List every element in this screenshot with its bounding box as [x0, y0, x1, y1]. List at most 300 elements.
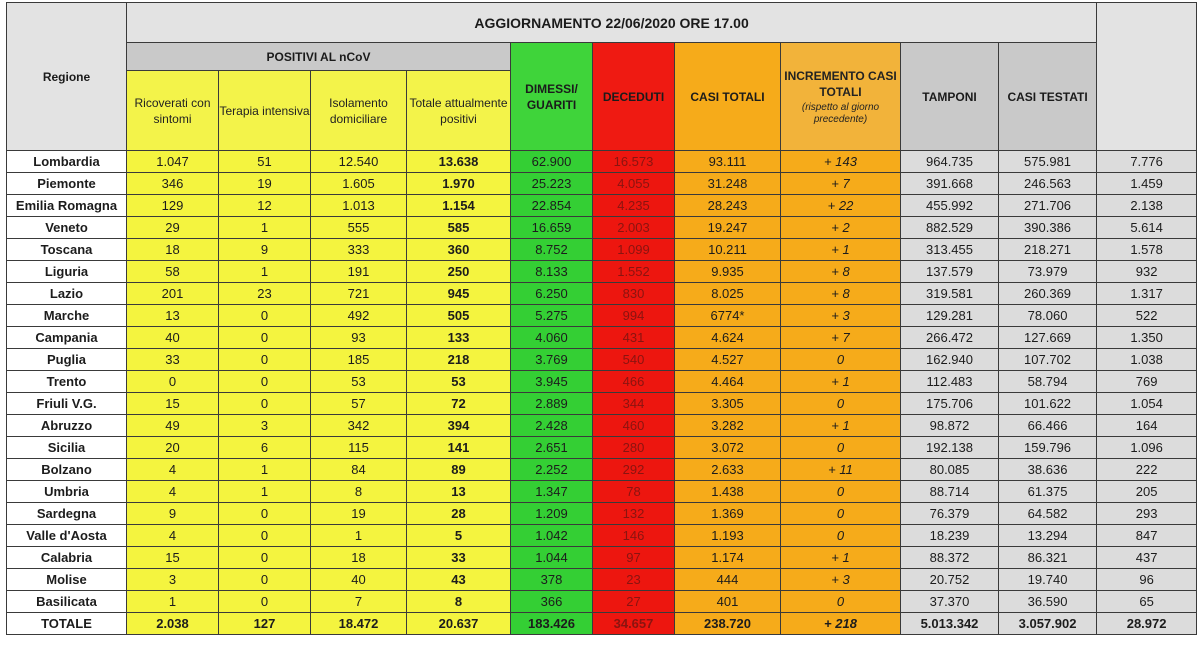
isolamento-value: 1.605: [311, 173, 407, 195]
region-name: Liguria: [7, 261, 127, 283]
casi-testati-value: 390.386: [999, 217, 1097, 239]
incremento-tamponi-value: 847: [1097, 525, 1197, 547]
table-row: [7, 591, 1197, 613]
incremento-value: + 1: [781, 239, 901, 261]
totale-positivi-value: 72: [407, 393, 511, 415]
table-body: [7, 151, 1197, 635]
totale-positivi-value: 89: [407, 459, 511, 481]
ricoverati-value: 201: [127, 283, 219, 305]
total-totale-positivi-value: 20.637: [407, 613, 511, 635]
incremento-tamponi-value: 293: [1097, 503, 1197, 525]
totale-positivi-value: 945: [407, 283, 511, 305]
incremento-tamponi-value: 65: [1097, 591, 1197, 613]
table-row: [7, 217, 1197, 239]
incremento-value: + 1: [781, 371, 901, 393]
dimessi-value: 366: [511, 591, 593, 613]
casi-totali-value: 2.633: [675, 459, 781, 481]
table-row: [7, 481, 1197, 503]
isolamento-value: 1.013: [311, 195, 407, 217]
ricoverati-value: 1.047: [127, 151, 219, 173]
terapia-value: 1: [219, 261, 311, 283]
terapia-value: 0: [219, 503, 311, 525]
incremento-tamponi-value: 1.096: [1097, 437, 1197, 459]
deceduti-value: 466: [593, 371, 675, 393]
totale-positivi-value: 33: [407, 547, 511, 569]
table-row: [7, 283, 1197, 305]
casi-totali-value: 31.248: [675, 173, 781, 195]
dimessi-value: 3.945: [511, 371, 593, 393]
incremento-tamponi-value: 96: [1097, 569, 1197, 591]
table-row: [7, 415, 1197, 437]
table-row: [7, 569, 1197, 591]
deceduti-value: 460: [593, 415, 675, 437]
table-row: [7, 305, 1197, 327]
header-incremento-label: INCREMENTO CASI TOTALI: [784, 68, 897, 99]
isolamento-value: 8: [311, 481, 407, 503]
region-name: Campania: [7, 327, 127, 349]
terapia-value: 3: [219, 415, 311, 437]
deceduti-value: 994: [593, 305, 675, 327]
casi-totali-value: 1.438: [675, 481, 781, 503]
incremento-tamponi-value: 522: [1097, 305, 1197, 327]
header-ricoverati: Ricoverati con sintomi: [127, 71, 219, 151]
terapia-value: 0: [219, 371, 311, 393]
casi-totali-value: 3.305: [675, 393, 781, 415]
dimessi-value: 8.133: [511, 261, 593, 283]
incremento-value: 0: [781, 393, 901, 415]
region-name: Basilicata: [7, 591, 127, 613]
casi-testati-value: 218.271: [999, 239, 1097, 261]
total-casi-testati-value: 3.057.902: [999, 613, 1097, 635]
deceduti-value: 97: [593, 547, 675, 569]
deceduti-value: 830: [593, 283, 675, 305]
tamponi-value: 266.472: [901, 327, 999, 349]
incremento-tamponi-value: 932: [1097, 261, 1197, 283]
incremento-tamponi-value: 7.776: [1097, 151, 1197, 173]
table-row: [7, 393, 1197, 415]
casi-totali-value: 401: [675, 591, 781, 613]
region-name: Bolzano: [7, 459, 127, 481]
table-row: [7, 525, 1197, 547]
region-name: Toscana: [7, 239, 127, 261]
incremento-tamponi-value: 222: [1097, 459, 1197, 481]
region-name: Friuli V.G.: [7, 393, 127, 415]
totale-positivi-value: 8: [407, 591, 511, 613]
tamponi-value: 88.714: [901, 481, 999, 503]
dimessi-value: 378: [511, 569, 593, 591]
total-ricoverati-value: 2.038: [127, 613, 219, 635]
dimessi-value: 4.060: [511, 327, 593, 349]
incremento-value: + 11: [781, 459, 901, 481]
table-row: [7, 437, 1197, 459]
deceduti-value: 4.235: [593, 195, 675, 217]
casi-testati-value: 260.369: [999, 283, 1097, 305]
ricoverati-value: 4: [127, 481, 219, 503]
ricoverati-value: 15: [127, 393, 219, 415]
isolamento-value: 333: [311, 239, 407, 261]
dimessi-value: 1.042: [511, 525, 593, 547]
isolamento-value: 12.540: [311, 151, 407, 173]
incremento-value: 0: [781, 591, 901, 613]
tamponi-value: 80.085: [901, 459, 999, 481]
casi-totali-value: 6774*: [675, 305, 781, 327]
total-deceduti-value: 34.657: [593, 613, 675, 635]
table-row: [7, 503, 1197, 525]
casi-testati-value: 38.636: [999, 459, 1097, 481]
header-regione: Regione: [7, 3, 127, 151]
isolamento-value: 115: [311, 437, 407, 459]
terapia-value: 0: [219, 305, 311, 327]
incremento-value: + 143: [781, 151, 901, 173]
tamponi-value: 18.239: [901, 525, 999, 547]
deceduti-value: 78: [593, 481, 675, 503]
casi-testati-value: 575.981: [999, 151, 1097, 173]
incremento-value: 0: [781, 503, 901, 525]
table-row: [7, 151, 1197, 173]
deceduti-value: 1.099: [593, 239, 675, 261]
region-name: Lazio: [7, 283, 127, 305]
isolamento-value: 555: [311, 217, 407, 239]
region-name: Valle d'Aosta: [7, 525, 127, 547]
tamponi-value: 76.379: [901, 503, 999, 525]
header-terapia: Terapia intensiva: [219, 71, 311, 151]
tamponi-value: 129.281: [901, 305, 999, 327]
header-deceduti: DECEDUTI: [593, 43, 675, 151]
incremento-value: + 8: [781, 261, 901, 283]
table-row: [7, 459, 1197, 481]
totale-positivi-value: 1.154: [407, 195, 511, 217]
deceduti-value: 344: [593, 393, 675, 415]
totale-positivi-value: 360: [407, 239, 511, 261]
region-name: Molise: [7, 569, 127, 591]
casi-testati-value: 58.794: [999, 371, 1097, 393]
casi-testati-value: 159.796: [999, 437, 1097, 459]
ricoverati-value: 129: [127, 195, 219, 217]
totale-positivi-value: 141: [407, 437, 511, 459]
header-totale-positivi: Totale attualmente positivi: [407, 71, 511, 151]
dimessi-value: 2.889: [511, 393, 593, 415]
casi-totali-value: 4.624: [675, 327, 781, 349]
incremento-value: 0: [781, 437, 901, 459]
isolamento-value: 342: [311, 415, 407, 437]
header-incremento-note: (rispetto al giorno precedente): [801, 101, 880, 125]
casi-totali-value: 444: [675, 569, 781, 591]
incremento-value: + 22: [781, 195, 901, 217]
dimessi-value: 16.659: [511, 217, 593, 239]
dimessi-value: 2.651: [511, 437, 593, 459]
total-casi-totali-value: 238.720: [675, 613, 781, 635]
total-incremento-tamponi-value: 28.972: [1097, 613, 1197, 635]
terapia-value: 12: [219, 195, 311, 217]
casi-totali-value: 10.211: [675, 239, 781, 261]
tamponi-value: 882.529: [901, 217, 999, 239]
ricoverati-value: 18: [127, 239, 219, 261]
terapia-value: 0: [219, 349, 311, 371]
incremento-value: + 7: [781, 173, 901, 195]
dimessi-value: 62.900: [511, 151, 593, 173]
deceduti-value: 4.055: [593, 173, 675, 195]
tamponi-value: 319.581: [901, 283, 999, 305]
terapia-value: 51: [219, 151, 311, 173]
isolamento-value: 7: [311, 591, 407, 613]
deceduti-value: 292: [593, 459, 675, 481]
tamponi-value: 112.483: [901, 371, 999, 393]
isolamento-value: 191: [311, 261, 407, 283]
casi-totali-value: 19.247: [675, 217, 781, 239]
casi-testati-value: 73.979: [999, 261, 1097, 283]
casi-testati-value: 246.563: [999, 173, 1097, 195]
deceduti-value: 16.573: [593, 151, 675, 173]
table-row: [7, 349, 1197, 371]
casi-testati-value: 127.669: [999, 327, 1097, 349]
casi-testati-value: 86.321: [999, 547, 1097, 569]
ricoverati-value: 4: [127, 459, 219, 481]
totale-positivi-value: 13.638: [407, 151, 511, 173]
region-name: Sicilia: [7, 437, 127, 459]
deceduti-value: 23: [593, 569, 675, 591]
terapia-value: 0: [219, 547, 311, 569]
incremento-tamponi-value: 1.317: [1097, 283, 1197, 305]
page-title: AGGIORNAMENTO 22/06/2020 ORE 17.00: [127, 3, 1097, 43]
casi-totali-value: 4.464: [675, 371, 781, 393]
incremento-tamponi-value: 1.578: [1097, 239, 1197, 261]
ricoverati-value: 4: [127, 525, 219, 547]
ricoverati-value: 49: [127, 415, 219, 437]
tamponi-value: 455.992: [901, 195, 999, 217]
region-name: Puglia: [7, 349, 127, 371]
table-row: [7, 239, 1197, 261]
casi-totali-value: 8.025: [675, 283, 781, 305]
total-region-name: TOTALE: [7, 613, 127, 635]
header-positivi-group: POSITIVI AL nCoV: [127, 43, 511, 71]
region-name: Marche: [7, 305, 127, 327]
terapia-value: 23: [219, 283, 311, 305]
incremento-value: + 1: [781, 547, 901, 569]
tamponi-value: 20.752: [901, 569, 999, 591]
deceduti-value: 1.552: [593, 261, 675, 283]
tamponi-value: 137.579: [901, 261, 999, 283]
terapia-value: 9: [219, 239, 311, 261]
terapia-value: 0: [219, 591, 311, 613]
ricoverati-value: 33: [127, 349, 219, 371]
tamponi-value: 175.706: [901, 393, 999, 415]
region-name: Veneto: [7, 217, 127, 239]
terapia-value: 0: [219, 393, 311, 415]
totale-positivi-value: 28: [407, 503, 511, 525]
casi-testati-value: 271.706: [999, 195, 1097, 217]
terapia-value: 0: [219, 569, 311, 591]
dimessi-value: 3.769: [511, 349, 593, 371]
totale-positivi-value: 585: [407, 217, 511, 239]
totale-positivi-value: 43: [407, 569, 511, 591]
deceduti-value: 27: [593, 591, 675, 613]
table-row: [7, 261, 1197, 283]
incremento-tamponi-value: 1.350: [1097, 327, 1197, 349]
casi-totali-value: 3.072: [675, 437, 781, 459]
totale-positivi-value: 133: [407, 327, 511, 349]
casi-testati-value: 36.590: [999, 591, 1097, 613]
totale-positivi-value: 5: [407, 525, 511, 547]
casi-totali-value: 28.243: [675, 195, 781, 217]
isolamento-value: 40: [311, 569, 407, 591]
casi-testati-value: 64.582: [999, 503, 1097, 525]
dimessi-value: 1.347: [511, 481, 593, 503]
incremento-tamponi-value: 437: [1097, 547, 1197, 569]
isolamento-value: 19: [311, 503, 407, 525]
incremento-tamponi-value: 2.138: [1097, 195, 1197, 217]
totale-positivi-value: 505: [407, 305, 511, 327]
region-name: Piemonte: [7, 173, 127, 195]
isolamento-value: 492: [311, 305, 407, 327]
table-row: [7, 195, 1197, 217]
totale-positivi-value: 394: [407, 415, 511, 437]
tamponi-value: 88.372: [901, 547, 999, 569]
incremento-value: + 3: [781, 569, 901, 591]
total-dimessi-value: 183.426: [511, 613, 593, 635]
ricoverati-value: 15: [127, 547, 219, 569]
total-incremento-value: + 218: [781, 613, 901, 635]
casi-totali-value: 1.369: [675, 503, 781, 525]
incremento-value: 0: [781, 525, 901, 547]
ricoverati-value: 20: [127, 437, 219, 459]
tamponi-value: 391.668: [901, 173, 999, 195]
incremento-tamponi-value: 5.614: [1097, 217, 1197, 239]
isolamento-value: 53: [311, 371, 407, 393]
incremento-value: 0: [781, 481, 901, 503]
terapia-value: 19: [219, 173, 311, 195]
deceduti-value: 132: [593, 503, 675, 525]
header-incremento: [781, 43, 901, 151]
region-name: Umbria: [7, 481, 127, 503]
casi-totali-value: 1.174: [675, 547, 781, 569]
casi-totali-value: 4.527: [675, 349, 781, 371]
casi-testati-value: 13.294: [999, 525, 1097, 547]
ricoverati-value: 0: [127, 371, 219, 393]
casi-testati-value: 107.702: [999, 349, 1097, 371]
dimessi-value: 22.854: [511, 195, 593, 217]
region-name: Sardegna: [7, 503, 127, 525]
incremento-tamponi-value: 1.038: [1097, 349, 1197, 371]
tamponi-value: 313.455: [901, 239, 999, 261]
region-name: Lombardia: [7, 151, 127, 173]
total-terapia-value: 127: [219, 613, 311, 635]
deceduti-value: 146: [593, 525, 675, 547]
totale-positivi-value: 218: [407, 349, 511, 371]
ricoverati-value: 40: [127, 327, 219, 349]
incremento-value: + 1: [781, 415, 901, 437]
totale-positivi-value: 250: [407, 261, 511, 283]
header-isolamento: Isolamento domiciliare: [311, 71, 407, 151]
isolamento-value: 1: [311, 525, 407, 547]
casi-testati-value: 66.466: [999, 415, 1097, 437]
terapia-value: 6: [219, 437, 311, 459]
isolamento-value: 93: [311, 327, 407, 349]
incremento-value: + 3: [781, 305, 901, 327]
table-row: [7, 327, 1197, 349]
region-name: Emilia Romagna: [7, 195, 127, 217]
table-row: [7, 173, 1197, 195]
terapia-value: 1: [219, 459, 311, 481]
deceduti-value: 540: [593, 349, 675, 371]
ricoverati-value: 13: [127, 305, 219, 327]
isolamento-value: 721: [311, 283, 407, 305]
dimessi-value: 2.428: [511, 415, 593, 437]
isolamento-value: 57: [311, 393, 407, 415]
header-blank: [1097, 3, 1197, 151]
incremento-value: + 2: [781, 217, 901, 239]
ricoverati-value: 58: [127, 261, 219, 283]
region-name: Calabria: [7, 547, 127, 569]
casi-testati-value: 78.060: [999, 305, 1097, 327]
dimessi-value: 25.223: [511, 173, 593, 195]
casi-testati-value: 101.622: [999, 393, 1097, 415]
tamponi-value: 964.735: [901, 151, 999, 173]
header-casi-totali: CASI TOTALI: [675, 43, 781, 151]
total-tamponi-value: 5.013.342: [901, 613, 999, 635]
incremento-value: 0: [781, 349, 901, 371]
ricoverati-value: 1: [127, 591, 219, 613]
ricoverati-value: 3: [127, 569, 219, 591]
totale-positivi-value: 53: [407, 371, 511, 393]
dimessi-value: 1.209: [511, 503, 593, 525]
header-dimessi: DIMESSI/ GUARITI: [511, 43, 593, 151]
total-row: [7, 613, 1197, 635]
total-isolamento-value: 18.472: [311, 613, 407, 635]
tamponi-value: 98.872: [901, 415, 999, 437]
casi-totali-value: 9.935: [675, 261, 781, 283]
deceduti-value: 280: [593, 437, 675, 459]
isolamento-value: 84: [311, 459, 407, 481]
table-row: [7, 547, 1197, 569]
casi-totali-value: 3.282: [675, 415, 781, 437]
dimessi-value: 8.752: [511, 239, 593, 261]
totale-positivi-value: 1.970: [407, 173, 511, 195]
tamponi-value: 192.138: [901, 437, 999, 459]
region-name: Abruzzo: [7, 415, 127, 437]
terapia-value: 1: [219, 481, 311, 503]
ricoverati-value: 346: [127, 173, 219, 195]
incremento-value: + 7: [781, 327, 901, 349]
region-name: Trento: [7, 371, 127, 393]
isolamento-value: 18: [311, 547, 407, 569]
header-tamponi: TAMPONI: [901, 43, 999, 151]
dimessi-value: 6.250: [511, 283, 593, 305]
terapia-value: 0: [219, 327, 311, 349]
table-row: [7, 371, 1197, 393]
dimessi-value: 5.275: [511, 305, 593, 327]
dimessi-value: 1.044: [511, 547, 593, 569]
terapia-value: 0: [219, 525, 311, 547]
incremento-value: + 8: [781, 283, 901, 305]
terapia-value: 1: [219, 217, 311, 239]
ricoverati-value: 29: [127, 217, 219, 239]
deceduti-value: 431: [593, 327, 675, 349]
isolamento-value: 185: [311, 349, 407, 371]
regional-data-table: [6, 2, 1197, 635]
casi-totali-value: 93.111: [675, 151, 781, 173]
header-casi-testati: CASI TESTATI: [999, 43, 1097, 151]
totale-positivi-value: 13: [407, 481, 511, 503]
casi-testati-value: 19.740: [999, 569, 1097, 591]
incremento-tamponi-value: 769: [1097, 371, 1197, 393]
dimessi-value: 2.252: [511, 459, 593, 481]
incremento-tamponi-value: 1.054: [1097, 393, 1197, 415]
incremento-tamponi-value: 164: [1097, 415, 1197, 437]
tamponi-value: 37.370: [901, 591, 999, 613]
incremento-tamponi-value: 205: [1097, 481, 1197, 503]
incremento-tamponi-value: 1.459: [1097, 173, 1197, 195]
tamponi-value: 162.940: [901, 349, 999, 371]
